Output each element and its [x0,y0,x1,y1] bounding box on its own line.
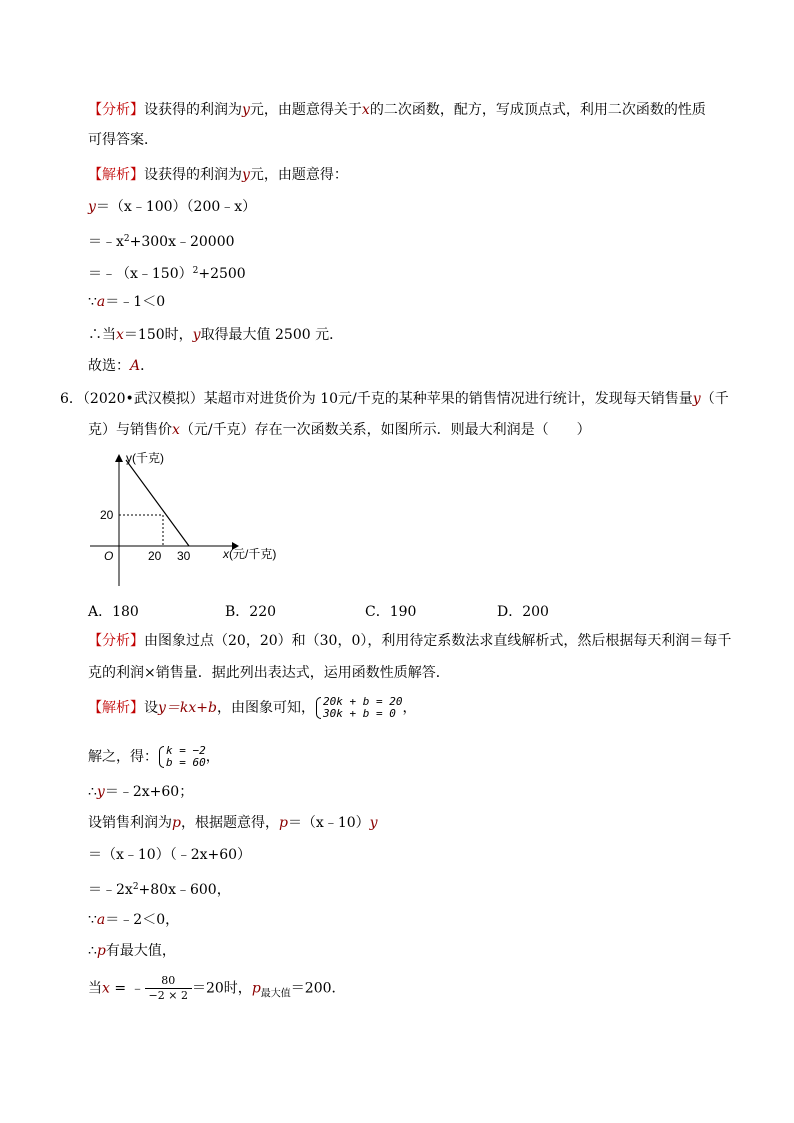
text: ， [205,749,220,765]
expression: ＝﹣2＜0， [105,912,180,928]
expression: ＝﹣x [88,234,124,250]
equation-2 [88,229,235,252]
option-a: A．180 [88,604,139,620]
text: 解之，得： [88,749,158,765]
equation-system-1 [315,696,402,720]
solution2-line-6 [88,877,231,900]
equation-5 [88,325,343,345]
option-d: D．200 [497,604,549,620]
variable: y [242,102,250,118]
equation-4 [88,292,165,312]
expression: ＝﹣2x+60； [104,784,194,800]
text: 故选： [88,358,130,374]
text: ∵ [88,912,97,928]
text: （千 [700,391,729,407]
variable: y [242,167,250,183]
variable: x [361,102,370,118]
solution2-line-4 [88,813,378,833]
solution2-line-1 [88,696,416,720]
text: ． [140,358,155,374]
analysis-line-2: 可得答案． [88,132,158,148]
text: ， [402,700,417,716]
tick-x-30: 30 [177,549,191,563]
fraction [145,974,192,1003]
subscript: 最大值 [260,988,291,1000]
text: 设销售利润为 [88,815,172,831]
expression: ＝（x﹣100）（200﹣x） [95,199,257,215]
text: 取得最大值 2500 元． [200,327,344,343]
variable: x [116,327,124,343]
expression: ＝kx+b [165,700,217,716]
solution2-line-8 [88,941,176,961]
expression: +2500 [198,266,246,282]
text: ∴当 [88,327,116,343]
function-line [126,460,189,546]
variable: p [172,815,181,831]
text: ，根据题意得， [180,815,279,831]
tick-y-20: 20 [100,508,114,522]
text: 元，由题意得关于 [249,102,362,118]
y-axis-arrow [115,454,123,462]
expression: +300x﹣20000 [129,234,235,250]
variable: p [278,815,288,831]
variable: y [158,700,166,716]
expression: ＝﹣（x﹣150） [88,266,193,282]
expression: ＝﹣1＜0 [105,294,166,310]
solution-line-1 [88,165,348,185]
text: 有最大值， [105,943,176,959]
analysis-tag: 【分析】 [88,633,144,649]
question-text: 6．（2020•武汉模拟）某超市对进货价为 10元/千克的某种苹果的销售情况进行统计，发现每天销售量 [60,391,693,407]
variable: p [251,980,261,997]
analysis2-line-2: 克的利润×销售量．据此列出表达式，运用函数性质解答． [88,665,450,681]
expression: = ﹣ [109,980,145,997]
variable: y [88,199,96,215]
text: 由图象过点（20，20）和（30，0），利用待定系数法求直线解析式，然后根据每天利润＝每千 [144,633,732,649]
x-axis-unit: (元/千克) [229,547,277,561]
x-axis-label [222,547,276,561]
fraction-numerator: 80 [145,974,192,989]
answer-line [88,356,154,376]
function-graph [86,446,316,592]
equation-system-2 [158,745,206,769]
solution-tag: 【解析】 [88,700,144,716]
expression: +80x﹣600， [138,882,231,898]
text: ∴ [88,943,97,959]
text: 当 [88,980,102,997]
text: ∵ [88,294,97,310]
system-row: k = −2 [166,744,206,757]
fraction-denominator: −2 × 2 [148,989,188,1002]
solution2-line-5: ＝（x﹣10）（﹣2x+60） [88,847,252,863]
variable: y [692,391,701,407]
question-line-2 [88,420,591,440]
y-axis-label: y(千克) [126,451,164,465]
solution2-line-7 [88,910,179,930]
solution2-line-3 [88,782,193,802]
variable: a [96,294,106,310]
solution2-line-9 [88,974,346,1004]
solution-tag: 【解析】 [88,167,144,183]
variable: y [96,784,105,800]
text: 设 [144,700,158,716]
answer-option: A [130,358,141,374]
expression: ＝（x﹣10） [287,815,370,831]
analysis2-line-1 [88,631,731,651]
variable: p [96,943,106,959]
question-text: （元/千克）存在一次函数关系，如图所示．则最大利润是（ ） [179,422,591,438]
system-row: 20k + b = 20 [323,695,403,708]
text: ，由图象可知， [217,700,315,716]
analysis-tag: 【分析】 [88,102,144,118]
equation-3 [88,261,246,284]
text: 的二次函数，配方，写成顶点式，利用二次函数的性质 [369,102,706,118]
exponent: 2 [123,234,130,244]
solution2-line-2 [88,745,220,769]
system-row: 30k + b = 0 [323,707,396,720]
origin-label: O [104,549,114,563]
variable: y [192,327,201,343]
option-b: B．220 [225,604,277,620]
x-axis-var: x [223,547,229,561]
analysis-line-1 [88,100,706,120]
exponent: 2 [132,882,139,892]
text: ＝20时， [191,980,252,997]
text: ＝150时， [123,327,193,343]
text: 元，由题意得： [249,167,348,183]
expression: ＝200． [290,980,346,997]
text: 设获得的利润为 [144,102,242,118]
exponent: 2 [192,266,199,276]
variable: a [96,912,106,928]
question-line-1 [60,389,729,409]
system-row: b = 60 [166,756,206,769]
variable: y [369,815,378,831]
question-text: 克）与销售价 [88,422,172,438]
variable: x [172,422,180,438]
option-c: C．190 [365,604,417,620]
equation-1 [88,197,256,217]
variable: x [102,980,110,997]
expression: ＝﹣2x [88,882,133,898]
tick-x-20: 20 [148,549,162,563]
text: ∴ [88,784,97,800]
text: 设获得的利润为 [144,167,242,183]
